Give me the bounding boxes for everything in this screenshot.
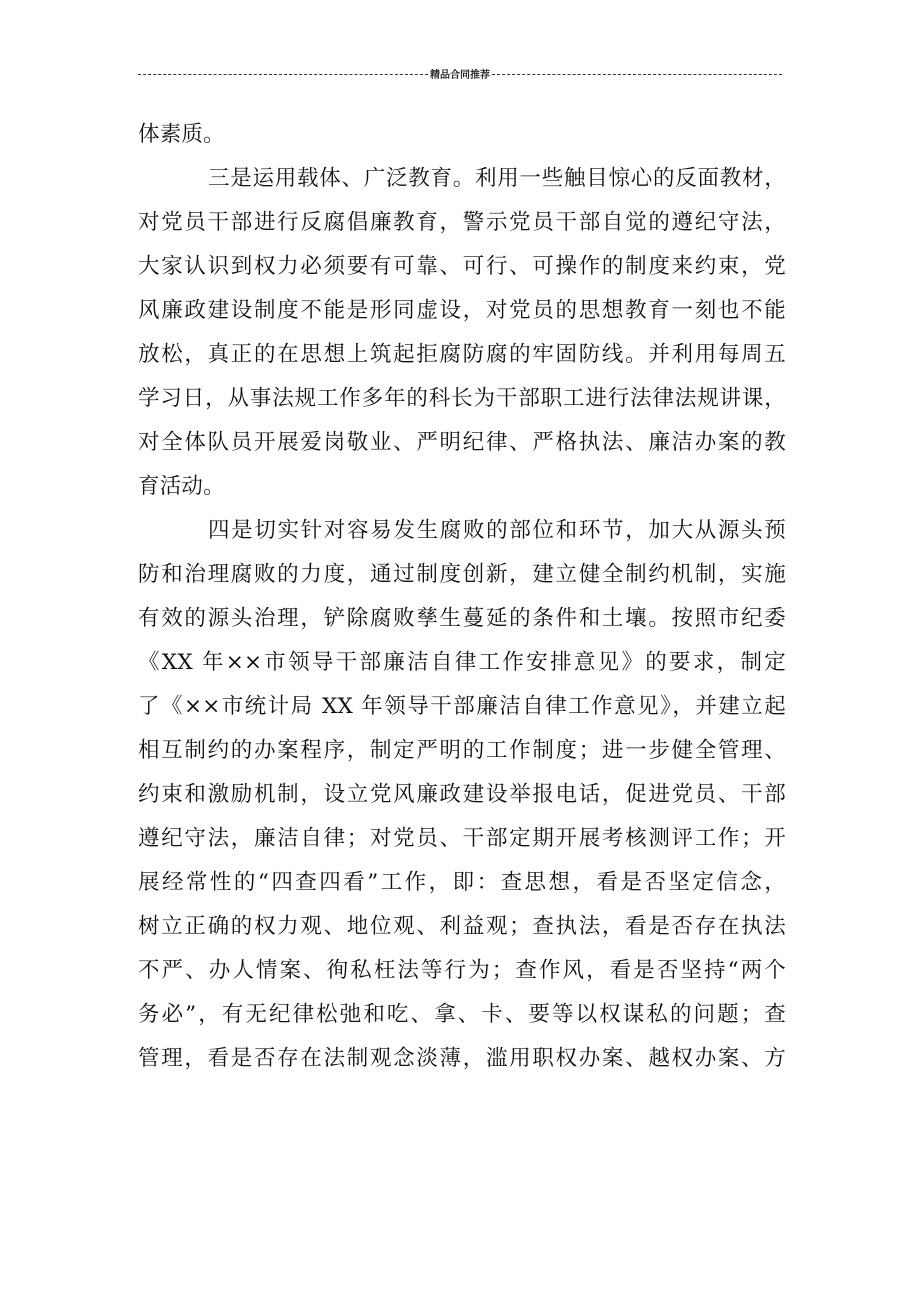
text-line: 《XX 年××市领导干部廉洁自律工作安排意见》的要求，制定 (138, 650, 786, 675)
text-line: 相互制约的办案程序，制定严明的工作制度；进一步健全管理、 (138, 738, 786, 763)
header-dash-right (492, 74, 782, 75)
text-line: 务必”，有无纪律松弛和吃、拿、卡、要等以权谋私的问题；查 (138, 1002, 786, 1027)
text-line: 有效的源头治理，铲除腐败孳生蔓延的条件和土壤。按照市纪委 (138, 606, 786, 631)
text-line: 学习日，从事法规工作多年的科长为干部职工进行法律法规讲课， (138, 386, 786, 411)
text-line: 对党员干部进行反腐倡廉教育，警示党员干部自觉的遵纪守法， (138, 210, 786, 235)
text-line: 不严、办人情案、徇私枉法等行为；查作风，看是否坚持“两个 (138, 958, 786, 983)
page-header (138, 66, 782, 81)
text-line: 三是运用载体、广泛教育。利用一些触目惊心的反面教材， (208, 166, 786, 191)
text-line: 了《××市统计局 XX 年领导干部廉洁自律工作意见》，并建立起 (138, 694, 786, 719)
header-title: 精品合同推荐 (430, 70, 490, 81)
text-line: 大家认识到权力必须要有可靠、可行、可操作的制度来约束，党 (138, 254, 786, 279)
text-line: 防和治理腐败的力度，通过制度创新，建立健全制约机制，实施 (138, 562, 786, 587)
text-line: 展经常性的“四查四看”工作，即：查思想，看是否坚定信念， (138, 870, 786, 895)
text-line: 约束和激励机制，设立党风廉政建设举报电话，促进党员、干部 (138, 782, 786, 807)
text-line: 树立正确的权力观、地位观、利益观；查执法，看是否存在执法 (138, 914, 786, 939)
text-line: 四是切实针对容易发生腐败的部位和环节，加大从源头预 (208, 518, 786, 543)
header-dash-left (138, 74, 428, 75)
text-line: 管理，看是否存在法制观念淡薄，滥用职权办案、越权办案、方 (138, 1046, 786, 1071)
text-line: 遵纪守法，廉洁自律；对党员、干部定期开展考核测评工作；开 (138, 826, 786, 851)
text-line: 体素质。 (138, 122, 225, 147)
text-line: 育活动。 (138, 474, 225, 499)
text-line: 对全体队员开展爱岗敬业、严明纪律、严格执法、廉洁办案的教 (138, 430, 786, 455)
text-line: 放松，真正的在思想上筑起拒腐防腐的牢固防线。并利用每周五 (138, 342, 786, 367)
text-line: 风廉政建设制度不能是形同虚设，对党员的思想教育一刻也不能 (138, 298, 786, 323)
document-body (138, 113, 786, 1081)
